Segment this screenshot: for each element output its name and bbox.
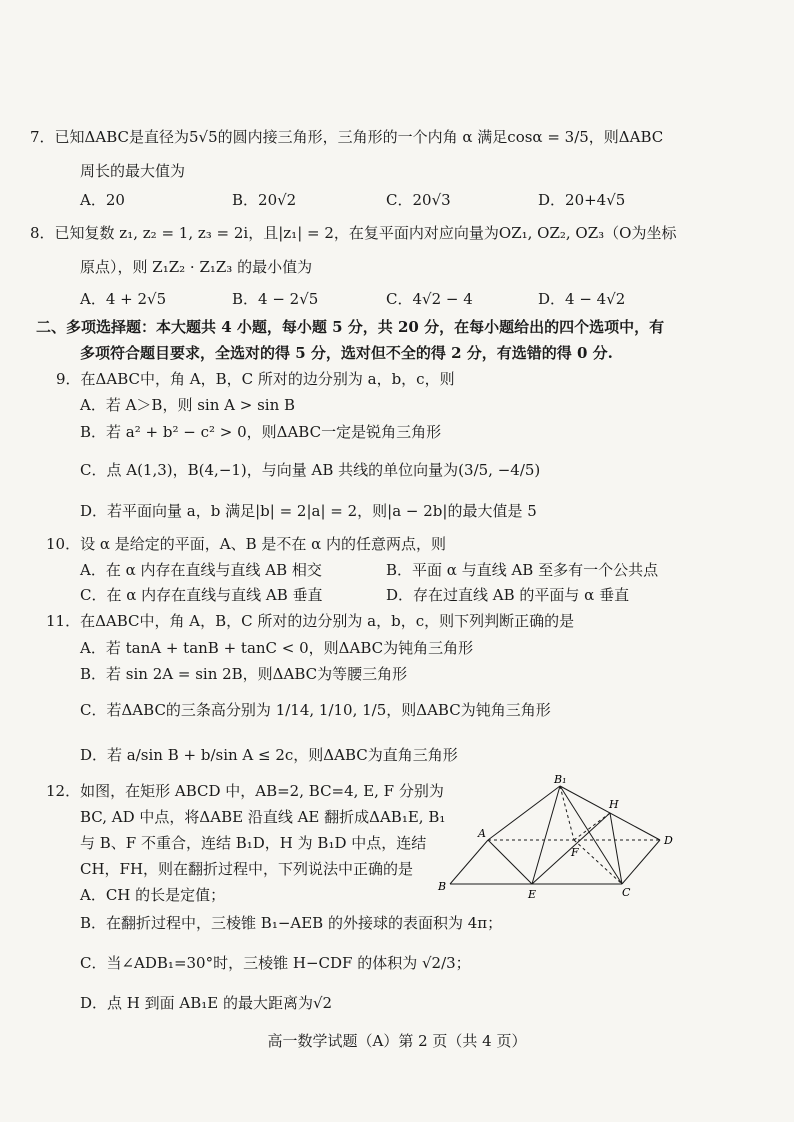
q12-stem-line3: 与 B、F 不重合，连结 B₁D，H 为 B₁D 中点，连结 [80,834,427,852]
label-f: F [571,846,579,859]
section2-heading-line2: 多项符合题目要求，全选对的得 5 分，选对但不全的得 2 分，有选错的得 0 分. [80,344,613,362]
edge-b1e [532,786,560,884]
q10-option-d: D．存在过直线 AB 的平面与 α 垂直 [386,586,630,604]
q12-option-a: A．CH 的长是定值； [80,886,226,904]
q11-option-b: B．若 sin 2A = sin 2B，则ΔABC为等腰三角形 [80,665,408,683]
q11-stem: 11．在ΔABC中，角 A，B，C 所对的边分别为 a，b，c，则下列判断正确的是 [46,612,575,630]
q10-stem: 10．设 α 是给定的平面，A、B 是不在 α 内的任意两点，则 [46,535,447,553]
q8-stem-line2: 原点），则 Z₁Z₂ · Z₁Z₃ 的最小值为 [80,258,313,276]
edge-ae [488,840,532,884]
q7-option-d: D．20+4√5 [538,191,626,209]
q9-stem: 9．在ΔABC中，角 A，B，C 所对的边分别为 a，b，c，则 [56,370,455,388]
q7-stem-line1: 7．已知ΔABC是直径为5√5的圆内接三角形，三角形的一个内角 α 满足cosα = 3/5，则ΔABC [30,128,664,146]
q11-option-a: A．若 tanA + tanB + tanC < 0，则ΔABC为钝角三角形 [80,639,474,657]
q9-option-d: D．若平面向量 a，b 满足|b| = 2|a| = 2，则|a − 2b|的最大值是 5 [80,502,537,520]
label-b1: B₁ [554,774,567,786]
q11-option-c: C．若ΔABC的三条高分别为 1/14, 1/10, 1/5，则ΔABC为钝角三角形 [80,701,551,719]
edge-cd [622,840,660,884]
q12-option-b: B．在翻折过程中，三棱锥 B₁−AEB 的外接球的表面积为 4π； [80,914,503,932]
label-a: A [478,827,486,840]
label-d: D [664,834,673,847]
q10-option-c: C．在 α 内存在直线与直线 AB 垂直 [80,586,323,604]
q12-stem-line4: CH，FH，则在翻折过程中，下列说法中正确的是 [80,860,414,878]
q8-option-c: C．4√2 − 4 [386,290,473,308]
label-e: E [528,888,537,901]
q12-geometry-figure [432,774,702,904]
label-h: H [609,798,619,811]
edge-b1f-dashed [560,786,574,840]
q7-option-b: B．20√2 [232,191,297,209]
q8-option-a: A．4 + 2√5 [80,290,167,308]
q12-option-d: D．点 H 到面 AB₁E 的最大距离为√2 [80,994,333,1012]
section2-heading-line1: 二、多项选择题：本大题共 4 小题，每小题 5 分，共 20 分，在每小题给出的四个选项中，有 [36,318,665,336]
q7-option-a: A．20 [80,191,125,209]
q9-option-c: C．点 A(1,3)，B(4,−1)，与向量 AB 共线的单位向量为(3/5, −4/5) [80,461,541,479]
q10-option-b: B．平面 α 与直线 AB 至多有一个公共点 [386,561,659,579]
q8-stem-line1: 8．已知复数 z₁, z₂ = 1, z₃ = 2i，且|z₁| = 2，在复平面内对应向量为OZ₁, OZ₂, OZ₃（O为坐标 [30,224,677,242]
q12-option-c: C．当∠ADB₁=30°时，三棱锥 H−CDF 的体积为 √2/3； [80,954,471,972]
edge-ba [450,840,488,884]
edge-hc [610,813,622,884]
q8-option-b: B．4 − 2√5 [232,290,319,308]
q9-option-a: A．若 A＞B，则 sin A > sin B [80,396,296,414]
label-c: C [622,886,631,899]
edge-ab1 [488,786,560,840]
q7-stem-line2: 周长的最大值为 [80,162,186,180]
q7-option-c: C．20√3 [386,191,451,209]
q10-option-a: A．在 α 内存在直线与直线 AB 相交 [80,561,322,579]
q11-option-d: D．若 a/sin B + b/sin A ≤ 2c，则ΔABC为直角三角形 [80,746,458,764]
page-footer: 高一数学试题（A）第 2 页（共 4 页） [267,1032,527,1050]
q9-option-b: B．若 a² + b² − c² > 0，则ΔABC一定是锐角三角形 [80,423,442,441]
q12-stem-line2: BC, AD 中点，将ΔABE 沿直线 AE 翻折成ΔAB₁E, B₁ [80,808,446,826]
q8-option-d: D．4 − 4√2 [538,290,626,308]
q12-stem-line1: 12．如图，在矩形 ABCD 中，AB=2, BC=4, E, F 分别为 [46,782,444,800]
label-b: B [438,880,447,893]
